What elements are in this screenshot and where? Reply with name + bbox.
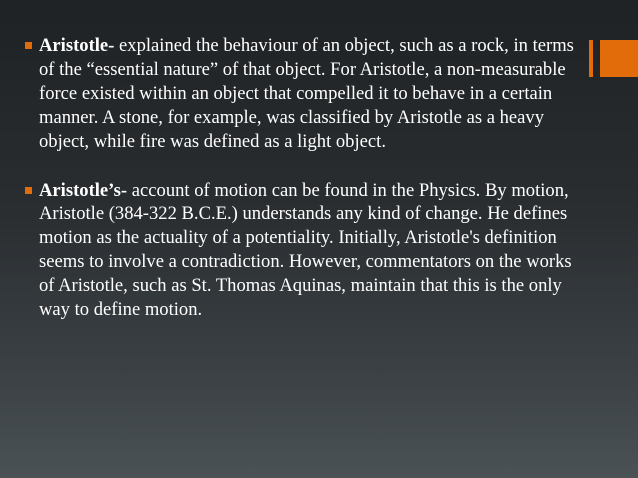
slide-content: [22, 34, 582, 347]
square-bullet-icon: [25, 42, 32, 49]
bullet-lead: Aristotle-: [39, 35, 115, 56]
bullet-text: account of motion can be found in the Physics. By motion, Aristotle (384-322 B.C.E.) understands any kind of change. He defines motion as the actuality of a potentiality. Initially, Aristotle's definition seems to involve a contradiction. However, commentators on the works of Aristotle, such as St. Thomas Aquinas, maintain that this is the only way to define motion.: [39, 179, 572, 321]
bullet-text: explained the behaviour of an object, such as a rock, in terms of the “essential nature” of that object. For Aristotle, a non-measurable force existed within an object that compelled it to behave in a certain manner. A stone, for example, was classified by Aristotle as a heavy object, while fire was defined as a light object.: [39, 35, 574, 152]
bullet-lead: Aristotle’s-: [39, 179, 128, 201]
bullet-item-aristotle: [22, 34, 582, 154]
square-bullet-icon: [25, 187, 32, 194]
accent-bar-thin: [589, 40, 593, 77]
bullet-item-aristotles-motion: [22, 179, 582, 322]
accent-bar-thick: [600, 40, 638, 77]
